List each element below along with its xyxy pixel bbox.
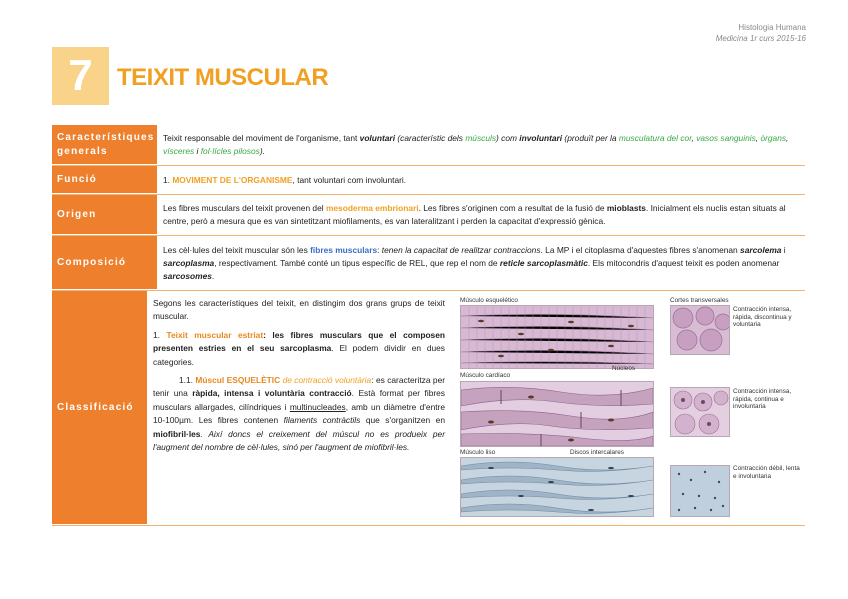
text: ). (259, 146, 265, 156)
text: Teixit muscular estriat (166, 329, 264, 340)
smooth-muscle-image (460, 457, 654, 517)
row-label: Classificació (52, 291, 147, 525)
text: sarcosomes (163, 270, 212, 281)
row-content (157, 166, 805, 194)
text: voluntari (359, 133, 396, 143)
text: , respectivament. També conté un tipus específic de REL, que rep el nom de (214, 257, 500, 268)
text: i (194, 146, 201, 156)
text: músculs (465, 133, 497, 143)
page-header (716, 22, 806, 44)
text: involuntari (519, 133, 563, 143)
text: mioblasts (606, 203, 646, 213)
row-content (157, 236, 805, 290)
row-caracteristiques (52, 125, 805, 166)
row-composicio (52, 236, 805, 291)
text: Múscul ESQUELÈTIC (195, 375, 281, 386)
text: 1.1. (179, 375, 196, 386)
text: (característic dels (395, 133, 466, 143)
chapter-title: TEIXIT MUSCULAR (117, 64, 329, 91)
course-subtitle: Medicina 1r curs 2015-16 (715, 34, 806, 43)
text: filaments contràctils (283, 415, 361, 426)
smooth-label: Músculo liso (460, 449, 496, 456)
classification-text (153, 297, 445, 459)
skeletal-description: Contracción intensa, rápida, discontinua y voluntaria (733, 306, 792, 328)
text: . La MP i el citoplasma d'aquestes fibres s'anomenan (540, 244, 741, 255)
text: , tant voluntari com involuntari. (292, 174, 407, 185)
text: , amb un diàmetre d'entre 10-100µm. Les fibres contenen (153, 401, 445, 426)
row-content (157, 125, 805, 165)
text: ràpida, intensa i voluntària contracció (192, 388, 352, 399)
text: mesoderma embrionari (325, 203, 419, 213)
skeletal-label: Músculo esquelético (460, 297, 518, 304)
row-classificacio (52, 291, 805, 526)
cardiac-label: Músculo cardíaco (460, 372, 511, 379)
paragraph (153, 329, 445, 369)
text: (produït per la (562, 133, 619, 143)
row-content (147, 291, 805, 525)
text: vasos sanguinis (696, 133, 756, 143)
skeletal-cross-section (670, 305, 730, 355)
cardiac-cross-section (670, 387, 730, 437)
text: , (786, 133, 789, 143)
text: : les fibres musculars que el composen presenten estries en el seu sarcoplasma (153, 329, 445, 354)
row-content (157, 195, 805, 235)
cardiac-muscle-image (460, 381, 654, 447)
muscle-types-figure (460, 297, 805, 519)
text: 1. (153, 329, 167, 340)
text: tenen la capacitat de realitzar contraccions (381, 244, 541, 255)
text: Teixit responsable del moviment de l'organisme, tant (163, 133, 360, 143)
text: . El podem dividir en dues categories. (153, 343, 445, 367)
chapter-number: 7 (52, 47, 109, 105)
row-label: Origen (52, 195, 157, 235)
text: . Inicialment els nuclis estan situats al centre, però a mesura que es van sintetitzant miofilaments, es van lateralitzant i perden la capacitat d'expressió gènica. (163, 203, 786, 226)
text: , (691, 133, 697, 143)
row-funcio (52, 166, 805, 195)
smooth-description: Contracción débil, lenta e involuntaria (733, 465, 800, 480)
text: musculatura del cor (618, 133, 692, 143)
summary-table (52, 125, 805, 526)
row-label: Composició (52, 236, 157, 290)
smooth-cross-section (670, 465, 730, 517)
text: que s'organitzen en (360, 415, 445, 426)
nuclei-label: Núcleos (612, 365, 636, 372)
text: sarcolema (740, 244, 782, 255)
text: i (781, 244, 786, 255)
course-title: Histologia Humana (738, 23, 806, 32)
text: fol·lícles pilosos (200, 146, 260, 156)
paragraph: Segons les característiques del teixit, en distingim dos grans grups de teixit muscular. (153, 298, 445, 322)
text: fibres musculars (310, 244, 378, 255)
text: òrgans (760, 133, 787, 143)
text: de contracció voluntària (280, 375, 372, 386)
text: . Les fibres s'originen com a resultat de la fusió de (418, 203, 607, 213)
text: reticle sarcoplasmàtic (499, 257, 588, 268)
discs-label: Discos intercalares (570, 449, 624, 456)
classification-body (153, 297, 805, 519)
text: . (211, 270, 215, 281)
text: sarcoplasma (163, 257, 215, 268)
text: . Els mitocondris d'aquest teixit es poden anomenar (587, 257, 780, 268)
row-label: Característiques generals (52, 125, 157, 165)
text: MOVIMENT DE L'ORGANISME (172, 174, 293, 185)
text: ) com (496, 133, 520, 143)
cardiac-description: Contracción intensa, rápida, continua e involuntaria (733, 388, 792, 410)
row-label: Funció (52, 166, 157, 194)
row-origen (52, 195, 805, 236)
text: Les fibres musculars del teixit provenen del (163, 203, 326, 213)
text: : es caracteritza per tenir una (153, 375, 446, 399)
text: miofibril·les (153, 428, 201, 439)
text: vísceres (163, 146, 195, 156)
text: , (755, 133, 761, 143)
skeletal-muscle-image (460, 305, 654, 369)
text: multinucleades (289, 401, 346, 412)
text: 1. (163, 174, 173, 185)
paragraph (153, 374, 445, 454)
cross-sections-label: Cortes transversales (670, 297, 729, 304)
text: Les cèl·lules del teixit muscular són les (163, 244, 311, 255)
text: . Està format per fibres musculars allargades, cilíndriques i (153, 388, 445, 412)
text: . Així doncs el creixement del múscul no es produeix per l'augment del nombre de cèl·lules, sinó per l'augment de miofibril·les. (153, 428, 445, 453)
text: : (377, 244, 382, 255)
